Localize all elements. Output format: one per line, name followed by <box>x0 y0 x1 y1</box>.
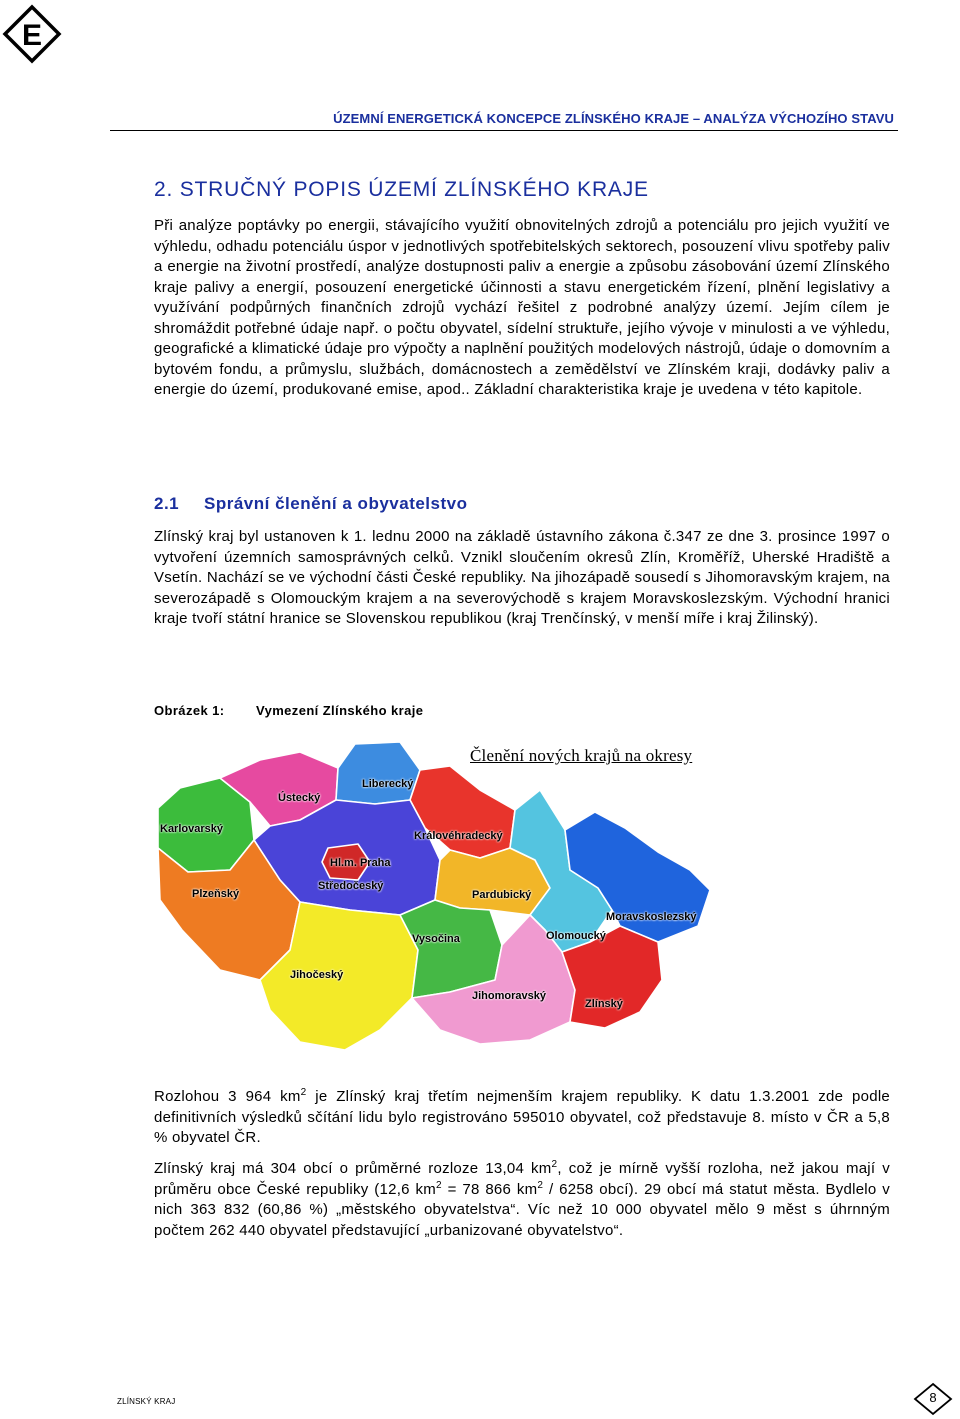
region-label-vysocina: Vysočina <box>412 933 460 945</box>
region-label-jihocesky: Jihočeský <box>290 969 344 981</box>
region-label-zlinsky: Zlínský <box>585 998 623 1010</box>
region-label-pardubicky: Pardubický <box>472 889 532 901</box>
municipalities-text-b: , což je mírně vyšší rozloha, než jakou mají v průměru obce České republiky (12,6 km <box>154 1160 890 1198</box>
region-label-praha: Hl.m. Praha <box>330 857 391 869</box>
region-label-olomoucky: Olomoucký <box>546 930 606 942</box>
municipalities-paragraph <box>154 1159 890 1241</box>
municipalities-text-a: Zlínský kraj má 304 obcí o průměrné rozloze 13,04 km <box>154 1160 552 1177</box>
municipalities-sup-2: 2 <box>435 1179 442 1191</box>
map-title: Členění nových krajů na okresy <box>470 746 693 765</box>
region-label-jihomoravsky: Jihomoravský <box>472 990 546 1002</box>
region-label-kralovehradecky: Královéhradecký <box>414 830 503 842</box>
municipalities-sup-1: 2 <box>551 1159 558 1170</box>
subsection-number: 2.1 <box>154 494 180 513</box>
figure-label: Obrázek 1: <box>154 703 225 718</box>
section-heading: 2. STRUČNÝ POPIS ÚZEMÍ ZLÍNSKÉHO KRAJE <box>154 178 649 201</box>
area-paragraph <box>154 1087 890 1149</box>
municipalities-text-c: = 78 866 km <box>441 1180 538 1198</box>
region-label-moravskoslezsky: Moravskoslezský <box>606 911 697 923</box>
footer-region-name: ZLÍNSKÝ KRAJ <box>117 1397 176 1406</box>
page-number: 8 <box>929 1390 937 1405</box>
area-superscript: 2 <box>300 1087 307 1098</box>
subsection-paragraph: Zlínský kraj byl ustanoven k 1. lednu 2000 na základě ústavního zákona č.347 ze dne 3. prosince 1997 o vytvoření územních samosprávných celků. Vznikl sloučením okresů Zlín, Kroměříž, Uherské Hradiště a Vsetín. Nachází se ve východní části České republiky. Na jihozápadě sousedí s Jihomoravským krajem, na severozápadě s Olomouckým krajem a na severovýchodě s krajem Moravskoslezským. Východní hranici kraje tvoří státní hranice se Slovenskou republikou (kraj Trenčínský, v menší míře i kraj Žilinský). <box>154 528 890 627</box>
subsection-title: Správní členění a obyvatelstvo <box>204 494 468 513</box>
municipalities-sup-3: 2 <box>537 1179 544 1191</box>
region-label-plzensky: Plzeňský <box>192 888 240 900</box>
figure-caption <box>154 703 423 718</box>
company-logo <box>2 4 62 64</box>
subsection-heading <box>154 494 467 514</box>
municipalities-text-d: / 6258 obcí). 29 obcí má statut města. Bydlelo v nich 363 832 (60,86 %) „městského obyvatelstva“. Víc než 10 000 obyvatel mělo 9 měst s úhrnným počtem 262 440 obyvatel představující „urbanizované obyvatelstvo“. <box>154 1180 891 1239</box>
regions-map <box>150 730 722 1070</box>
logo-letter: E <box>21 19 43 52</box>
region-liberecky <box>336 742 420 804</box>
region-label-ustecky: Ústecký <box>278 792 321 804</box>
document-header-title: ÚZEMNÍ ENERGETICKÁ KONCEPCE ZLÍNSKÉHO KRAJE – ANALÝZA VÝCHOZÍHO STAVU <box>333 111 894 126</box>
intro-paragraph: Při analýze poptávky po energii, stávajícího využití obnovitelných zdrojů a potenciálu pro jejich využití ve výhledu, odhadu potenciálu úspor v jednotlivých spotřebitelských sektorech, posouzení vlivu spotřeby paliv a energie na životní prostředí, analýze dostupnosti paliv a energie a způsobu zásobování území Zlínského kraje palivy a energií, posouzení energetické účinnosti a stavu energetickém řízení, plnění legislativy a využívání podpůrných finančních zdrojů vychází řešitel z podrobné analýzy území. Jejím cílem je shromáždit potřebné údaje např. o počtu obyvatel, sídelní struktuře, jejího vývoje v minulosti a ve výhledu, geografické a klimatické údaje pro výpočty a naplnění použitých modelových nástrojů, údaje o domovním a bytovém fondu, a průmyslu, službách, domácnostech a zemědělství ve Zlínském kraji, dodávky paliv a energie do území, produkované emise, apod.. Základní charakteristika kraje je uvedena v této kapitole. <box>154 217 890 398</box>
region-label-stredocesky: Středočeský <box>318 880 384 892</box>
figure-caption-text: Vymezení Zlínského kraje <box>256 703 424 718</box>
region-label-liberecky: Liberecký <box>362 778 414 790</box>
header-divider <box>110 130 898 131</box>
region-label-karlovarsky: Karlovarský <box>160 823 223 835</box>
area-text-start: Rozlohou 3 964 km <box>154 1088 301 1105</box>
area-text-end: je Zlínský kraj třetím nejmenším krajem republiky. K datu 1.3.2001 zde podle definitivních výsledků sčítání lidu bylo registrováno 595010 obyvatel, což představuje 8. místo v ČR a 5,8 % obyvatel ČR. <box>154 1088 890 1146</box>
